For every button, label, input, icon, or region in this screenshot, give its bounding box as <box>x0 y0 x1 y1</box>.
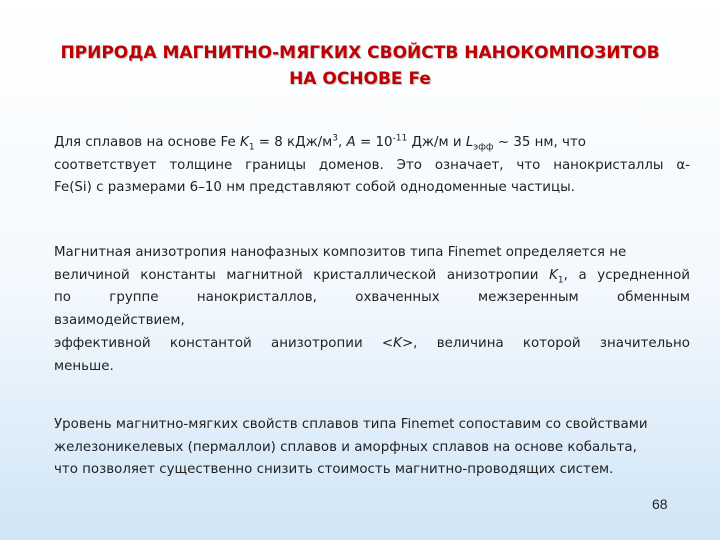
paragraph-anisotropy <box>54 242 690 378</box>
paragraph-line: меньше. <box>54 358 114 374</box>
paragraph-line: соответствует толщине границы доменов. Это означает, что нанокристаллы α- <box>54 157 690 173</box>
title-line-2: НА ОСНОВЕ Fe <box>289 69 431 89</box>
paragraph-line: эффективной константой анизотропии <K>, величина которой значительно <box>54 335 691 351</box>
title-line-1: ПРИРОДА МАГНИТНО-МЯГКИХ СВОЙСТВ НАНОКОМПОЗИТОВ <box>60 43 660 63</box>
paragraph-line: Уровень магнитно-мягких свойств сплавов типа Finemet сопоставим со свойствами <box>54 417 648 432</box>
paragraph-line: по группе нанокристаллов, охваченных межзеренным обменным <box>54 290 690 306</box>
paragraph-line: Магнитная анизотропия нанофазных композитов типа Finemet определяется не <box>54 245 627 260</box>
paragraph-line: железоникелевых (пермаллои) сплавов и аморфных сплавов на основе кобальта, <box>54 439 637 455</box>
page-number: 68 <box>652 496 668 512</box>
paragraph-domain-size <box>54 132 690 200</box>
paragraph-line: величиной константы магнитной кристаллической анизотропии $K_1$, а усредненной <box>54 267 690 286</box>
paragraph-line: взаимодействием, <box>54 313 185 329</box>
slide-title <box>20 40 700 92</box>
paragraph-line: Fe(Si) с размерами 6–10 нм представляют собой однодоменные частицы. <box>54 180 575 196</box>
paragraph-line: что позволяет существенно снизить стоимость магнитно-проводящих систем. <box>54 462 614 478</box>
paragraph-line: Для сплавов на основе Fe $K_1 = 8$ кДж/$м^3$, $A = 10^{-11}$ Дж/м и $L_{эфф}$ ~ 35 нм, что <box>54 133 586 153</box>
paragraph-finemet-comparison <box>54 414 690 482</box>
